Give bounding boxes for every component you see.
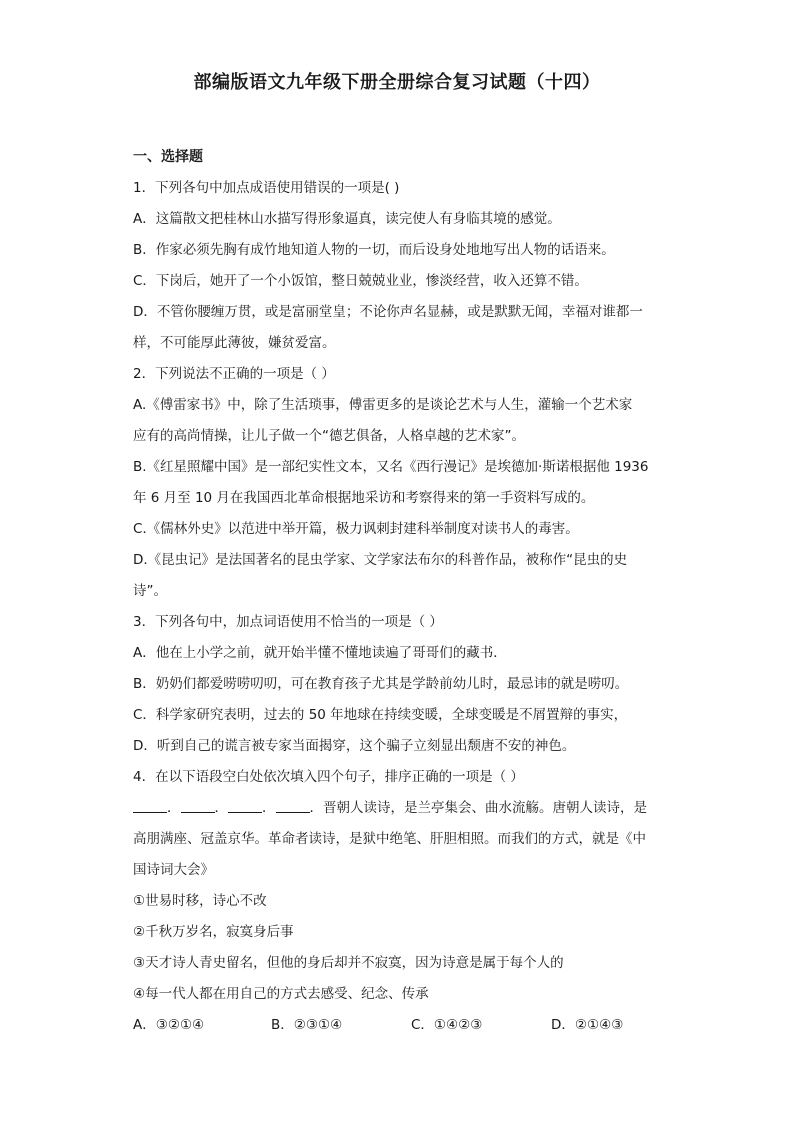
q1-option-c: C．下岗后，她开了一个小饭馆，整日兢兢业业，惨淡经营，收入还算不错。 [133, 273, 588, 289]
answer-blank-1[interactable] [133, 798, 167, 813]
q2-option-b-line2: 年 6 月至 10 月在我国西北革命根据地采访和考察得来的第一手资料写成的。 [133, 490, 595, 506]
q4-stem: 4．在以下语段空白处依次填入四个句子，排序正确的一项是（ ） [133, 769, 524, 785]
q4-passage-line3: 国诗词大会》 [133, 862, 214, 878]
q2-option-a-line1: A.《傅雷家书》中，除了生活琐事，傅雷更多的是谈论艺术与人生，灌输一个艺术家 [133, 397, 633, 413]
q2-option-d-line2: 诗”。 [133, 583, 167, 599]
q4-sentence-3: ③天才诗人青史留名，但他的身后却并不寂寞，因为诗意是属于每个人的 [133, 955, 564, 971]
q3-stem: 3．下列各句中，加点词语使用不恰当的一项是（ ） [133, 614, 443, 630]
q4-sentence-1: ①世易时移，诗心不改 [133, 893, 267, 909]
q3-option-c: C．科学家研究表明，过去的 50 年地球在持续变暖，全球变暖是不屑置辩的事实， [133, 707, 628, 723]
q2-stem: 2．下列说法不正确的一项是（ ） [133, 366, 335, 382]
q4-sentence-2: ②千秋万岁名，寂寞身后事 [133, 924, 294, 940]
q2-option-b-line1: B.《红星照耀中国》是一部纪实性文本，又名《西行漫记》是埃德加·斯诺根据他 1936 [133, 459, 649, 475]
q2-option-a-line2: 应有的高尚情操，让儿子做一个“德艺俱备，人格卓越的艺术家”。 [133, 428, 525, 444]
q3-option-b: B．奶奶们都爱唠唠叨叨，可在教育孩子尤其是学龄前幼儿时，最忌讳的就是唠叨。 [133, 676, 629, 692]
answer-blank-3[interactable] [228, 798, 262, 813]
q1-option-d-line2: 样，不可能厚此薄彼，嫌贫爱富。 [133, 335, 336, 351]
section-heading: 一、选择题 [133, 149, 203, 165]
q4-option-a: A．③②①④ [133, 1017, 205, 1033]
q2-option-d-line1: D.《昆虫记》是法国著名的昆虫学家、文学家法布尔的科普作品，被称作“昆虫的史 [133, 552, 628, 568]
q4-passage-line1: ． ． ． ．晋朝人读诗，是兰亭集会、曲水流觞。唐朝人读诗，是 [133, 793, 663, 824]
q4-options [133, 1010, 663, 1041]
q1-option-b: B．作家必须先胸有成竹地知道人物的一切，而后设身处地地写出人物的话语来。 [133, 242, 615, 258]
q2-option-c: C.《儒林外史》以范进中举开篇，极力讽刺封建科举制度对读书人的毒害。 [133, 521, 579, 537]
document-title: 部编版语文九年级下册全册综合复习试题（十四） [193, 72, 601, 93]
answer-blank-4[interactable] [276, 798, 310, 813]
q1-option-a: A．这篇散文把桂林山水描写得形象逼真，读完使人有身临其境的感觉。 [133, 211, 561, 227]
q4-passage-line2: 高朋满座、冠盖京华。革命者读诗，是狱中绝笔、肝胆相照。而我们的方式，就是《中 [133, 831, 646, 847]
q3-option-d: D．听到自己的谎言被专家当面揭穿，这个骗子立刻显出颓唐不安的神色。 [133, 738, 576, 754]
answer-blank-2[interactable] [181, 798, 215, 813]
q1-stem: 1．下列各句中加点成语使用错误的一项是( ) [133, 180, 400, 196]
q4-option-d: D．②①④③ [551, 1017, 624, 1033]
q4-option-b: B．②③①④ [271, 1017, 343, 1033]
q4-option-c: C．①④②③ [411, 1017, 483, 1033]
exam-content [133, 142, 663, 1041]
q1-option-d-line1: D．不管你腰缠万贯，或是富丽堂皇；不论你声名显赫，或是默默无闻，幸福对谁都一 [133, 304, 643, 320]
q4-passage-tail: ．晋朝人读诗，是兰亭集会、曲水流觞。唐朝人读诗，是 [309, 800, 647, 816]
q3-option-a: A．他在上小学之前，就开始半懂不懂地读遍了哥哥们的藏书． [133, 645, 507, 661]
q4-sentence-4: ④每一代人都在用自己的方式去感受、纪念、传承 [133, 986, 429, 1002]
